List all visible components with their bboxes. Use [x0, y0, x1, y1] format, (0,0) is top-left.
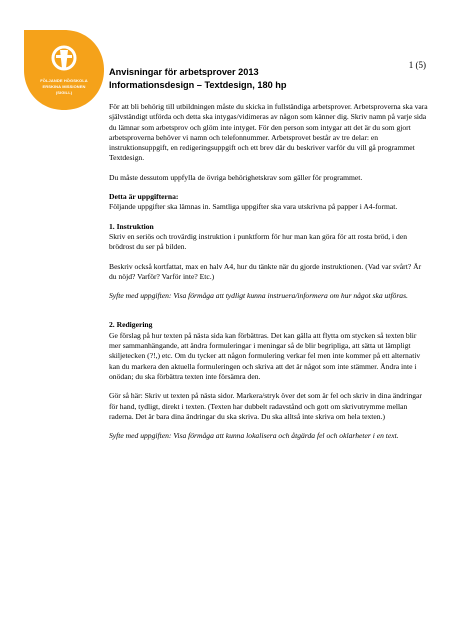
document-title	[109, 66, 419, 92]
intro-paragraph-1: För att bli behörig till utbildningen måste du skicka in fullständiga arbetsprover. Arbetsproverna ska vara självständigt utförda och detta ska intygas/vidimeras av någon som känner dig. Skriv namn på varje sida du lämnar som arbetsprov och glöm inte intyget. För den person som intygar att det är du som gjort arbetsproverna behöver vi namn och telefonnummer. Arbetsprovet består av tre delar: en instruktionsuppgift, en redigeringsuppgift och ett brev där du beskriver varför du vill gå programmet Textdesign.	[109, 102, 428, 163]
logo-text-line-2: ERSKINA MISSIONEN	[42, 84, 86, 89]
section-2-paragraph-2: Gör så här: Skriv ut texten på nästa sidor. Markera/stryk över det som är fel och skriv in dina ändringar för hand, tydligt, direkt i texten. (Texten har dubbelt radavstånd och gott om skrivutrymme mellan raderna. Det är bara dina ändringar du ska skriva. Du ska alltså inte skriva om hela texten.)	[109, 391, 422, 421]
section-1-block	[109, 222, 429, 253]
page-number: 1 (5)	[408, 60, 426, 70]
section-spacer	[109, 310, 429, 320]
university-logo	[22, 28, 106, 112]
section-2-purpose: Syfte med uppgiften: Visa förmåga att kunna lokalisera och åtgärda fel och oklarheter i en text.	[109, 431, 399, 441]
section-1-paragraph-1: Skriv en seriös och trovärdig instruktion i punktform för hur man kan göra för att rosta bröd, i den brödrost du ser på bilden.	[109, 231, 407, 252]
section-1-paragraph-2: Beskriv också kortfattat, max en halv A4, hur du tänkte när du gjorde instruktionen. (Vad var svårt? Är du nöjd? Varför? Varför inte? Etc.)	[109, 261, 422, 281]
section-2-block	[109, 320, 429, 382]
section-1-heading: 1. Instruktion	[109, 221, 154, 231]
tasks-text: Följande uppgifter ska lämnas in. Samtliga uppgifter ska vara utskrivna på papper i A4-format.	[109, 202, 398, 212]
tasks-block	[109, 192, 429, 213]
logo-text-line-1: FÖLJANDE HÖGSKOLA	[40, 78, 88, 83]
tasks-heading: Detta är uppgifterna:	[109, 192, 179, 202]
section-1-purpose: Syfte med uppgiften: Visa förmåga att tydligt kunna instruera/informera om hur något ska utföras.	[109, 291, 408, 301]
title-line-2: Informationsdesign – Textdesign, 180 hp	[109, 80, 287, 90]
document-body	[109, 102, 429, 450]
section-2-heading: 2. Redigering	[109, 320, 153, 330]
section-2-paragraph-1: Ge förslag på hur texten på nästa sida kan förbättras. Det kan gälla att flytta om stycken så texten blir mer sammanhängande, att ändra formuleringar i meningar så de blir begripliga, att sätta ut lämpligt skiljetecken (?!,) etc. Om du tycker att någon formulering verkar fel men inte kommer på ett alternativ kan du markera den aktuella formuleringen och skriva att det är något som inte stämmer. Ändra inte i onödan; du ska förbättra texten inte försämra den.	[109, 330, 421, 381]
logo-text-line-3: (SIGILL)	[55, 90, 73, 95]
intro-paragraph-2: Du måste dessutom uppfylla de övriga behörighetskrav som gäller för programmet.	[109, 172, 363, 182]
logo-drop-shape	[22, 28, 106, 112]
title-line-1: Anvisningar för arbetsprover 2013	[109, 67, 259, 77]
